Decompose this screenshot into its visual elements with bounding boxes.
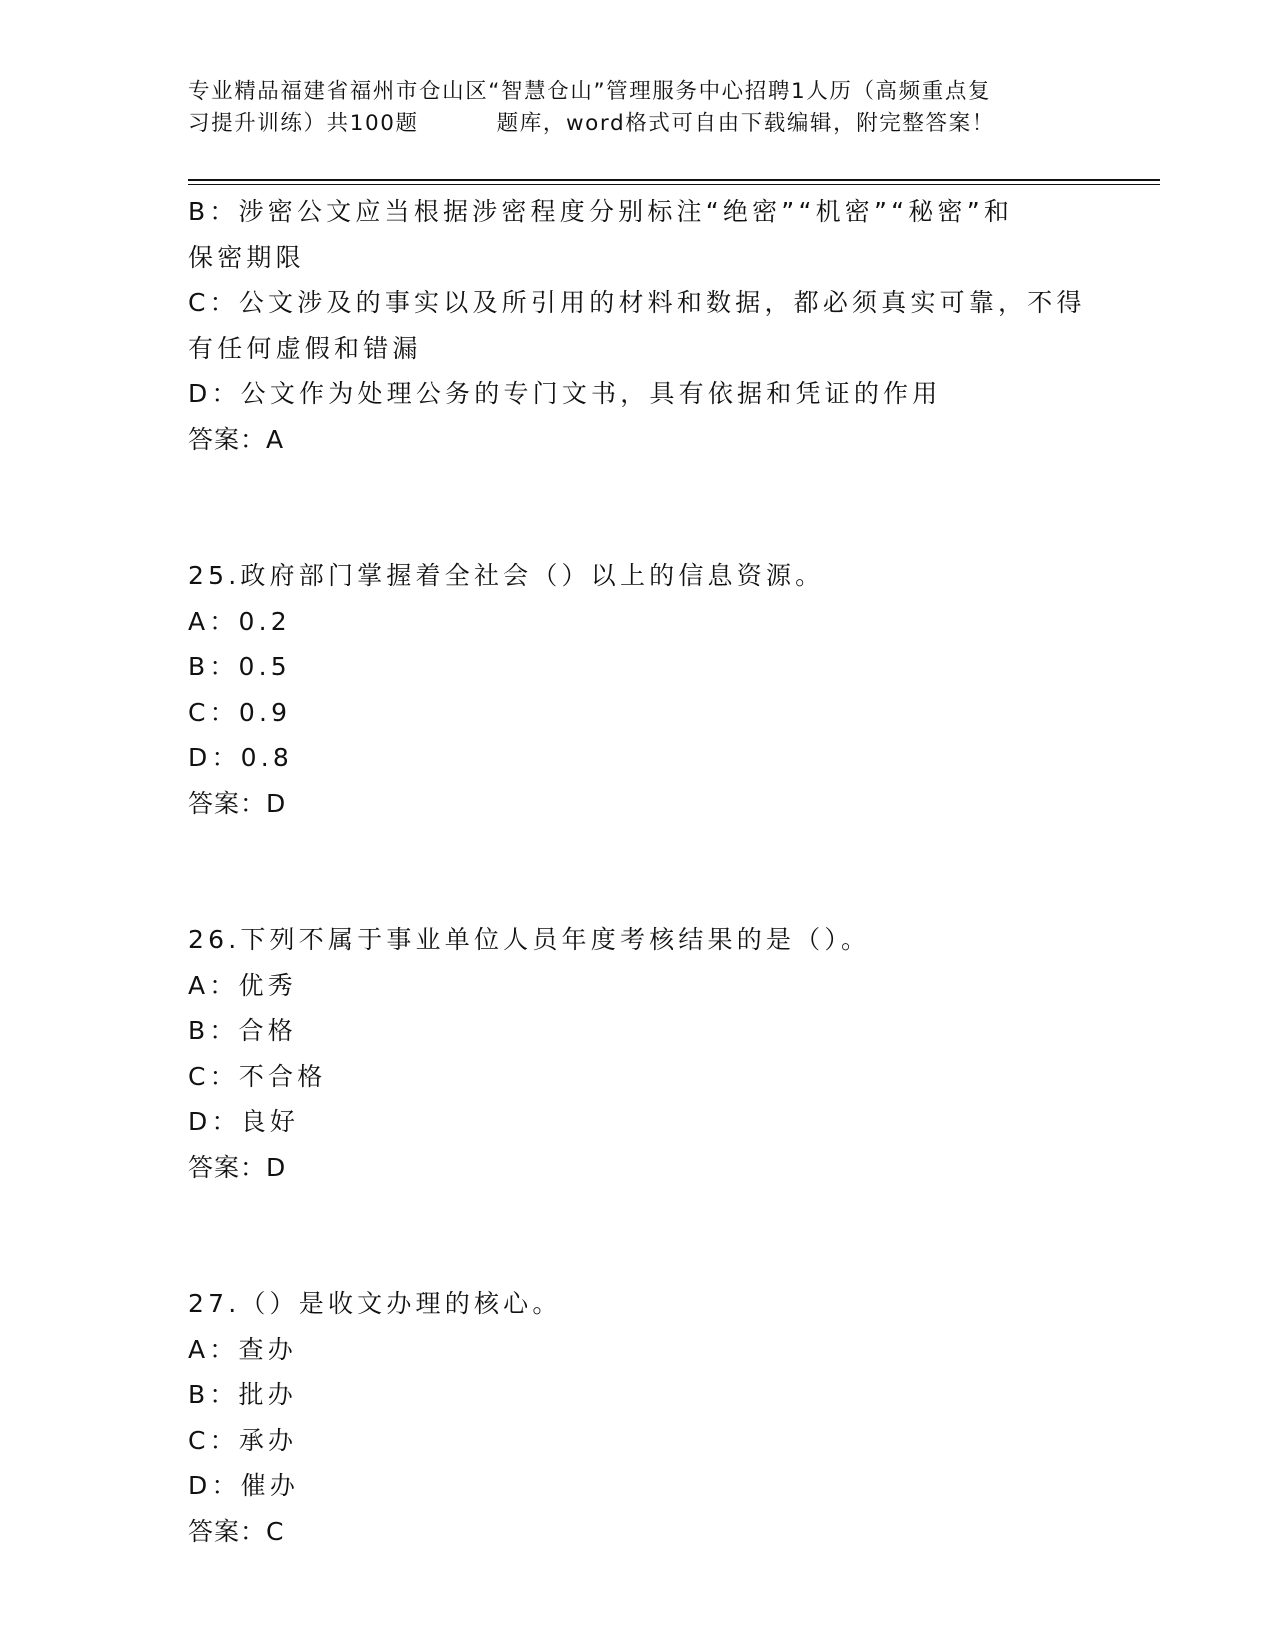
option-d: D：0.8: [188, 743, 294, 772]
question-27: [188, 1281, 1108, 1554]
answer: 答案：A: [188, 424, 285, 454]
option-b: B：合格: [188, 1016, 297, 1045]
answer: 答案：D: [188, 788, 287, 818]
option-b: B：批办: [188, 1380, 297, 1409]
answer: 答案：D: [188, 1152, 287, 1182]
option-d: D：良好: [188, 1107, 300, 1136]
option-c: C：不合格: [188, 1061, 327, 1091]
option-b-line-1: B：涉密公文应当根据涉密程度分别标注“绝密”“机密”“秘密”和: [188, 197, 1014, 226]
question-spacer: [188, 826, 1108, 917]
option-b-line-2: 保密期限: [188, 242, 305, 272]
header-title-part-b: 题库，word格式可自由下载编辑，附完整答案！: [496, 111, 995, 136]
header-title-part-a: 习提升训练）共100题: [188, 111, 419, 136]
option-a: A：查办: [188, 1334, 297, 1364]
option-a: A：优秀: [188, 970, 297, 1000]
option-c: C：承办: [188, 1425, 298, 1455]
question-spacer: [188, 1190, 1108, 1281]
question-26: [188, 917, 1108, 1190]
question-spacer: [188, 462, 1108, 553]
header-rule-thick: [188, 179, 1160, 181]
answer: 答案：C: [188, 1516, 285, 1546]
question-stem: 26.下列不属于事业单位人员年度考核结果的是（）。: [188, 925, 871, 954]
header-title-line-1: 专业精品福建省福州市仓山区“智慧仓山”管理服务中心招聘1人历（高频重点复: [188, 79, 992, 104]
option-c: C：0.9: [188, 697, 292, 727]
option-c-line-1: C：公文涉及的事实以及所引用的材料和数据，都必须真实可靠，不得: [188, 288, 1086, 317]
header-title-line-2: [188, 108, 1088, 140]
option-c-line-2: 有任何虚假和错漏: [188, 333, 422, 363]
question-stem: 27.（）是收文办理的核心。: [188, 1289, 562, 1318]
question-24-continuation: [188, 189, 1108, 462]
option-d: D：公文作为处理公务的专门文书，具有依据和凭证的作用: [188, 379, 942, 408]
question-25: [188, 553, 1108, 826]
document-header: [188, 76, 1088, 140]
option-d: D：催办: [188, 1471, 300, 1500]
option-a: A：0.2: [188, 606, 291, 636]
option-b: B：0.5: [188, 652, 291, 681]
question-content: [188, 189, 1108, 1554]
question-stem: 25.政府部门掌握着全社会（）以上的信息资源。: [188, 561, 825, 590]
header-rule-thin: [188, 184, 1160, 185]
